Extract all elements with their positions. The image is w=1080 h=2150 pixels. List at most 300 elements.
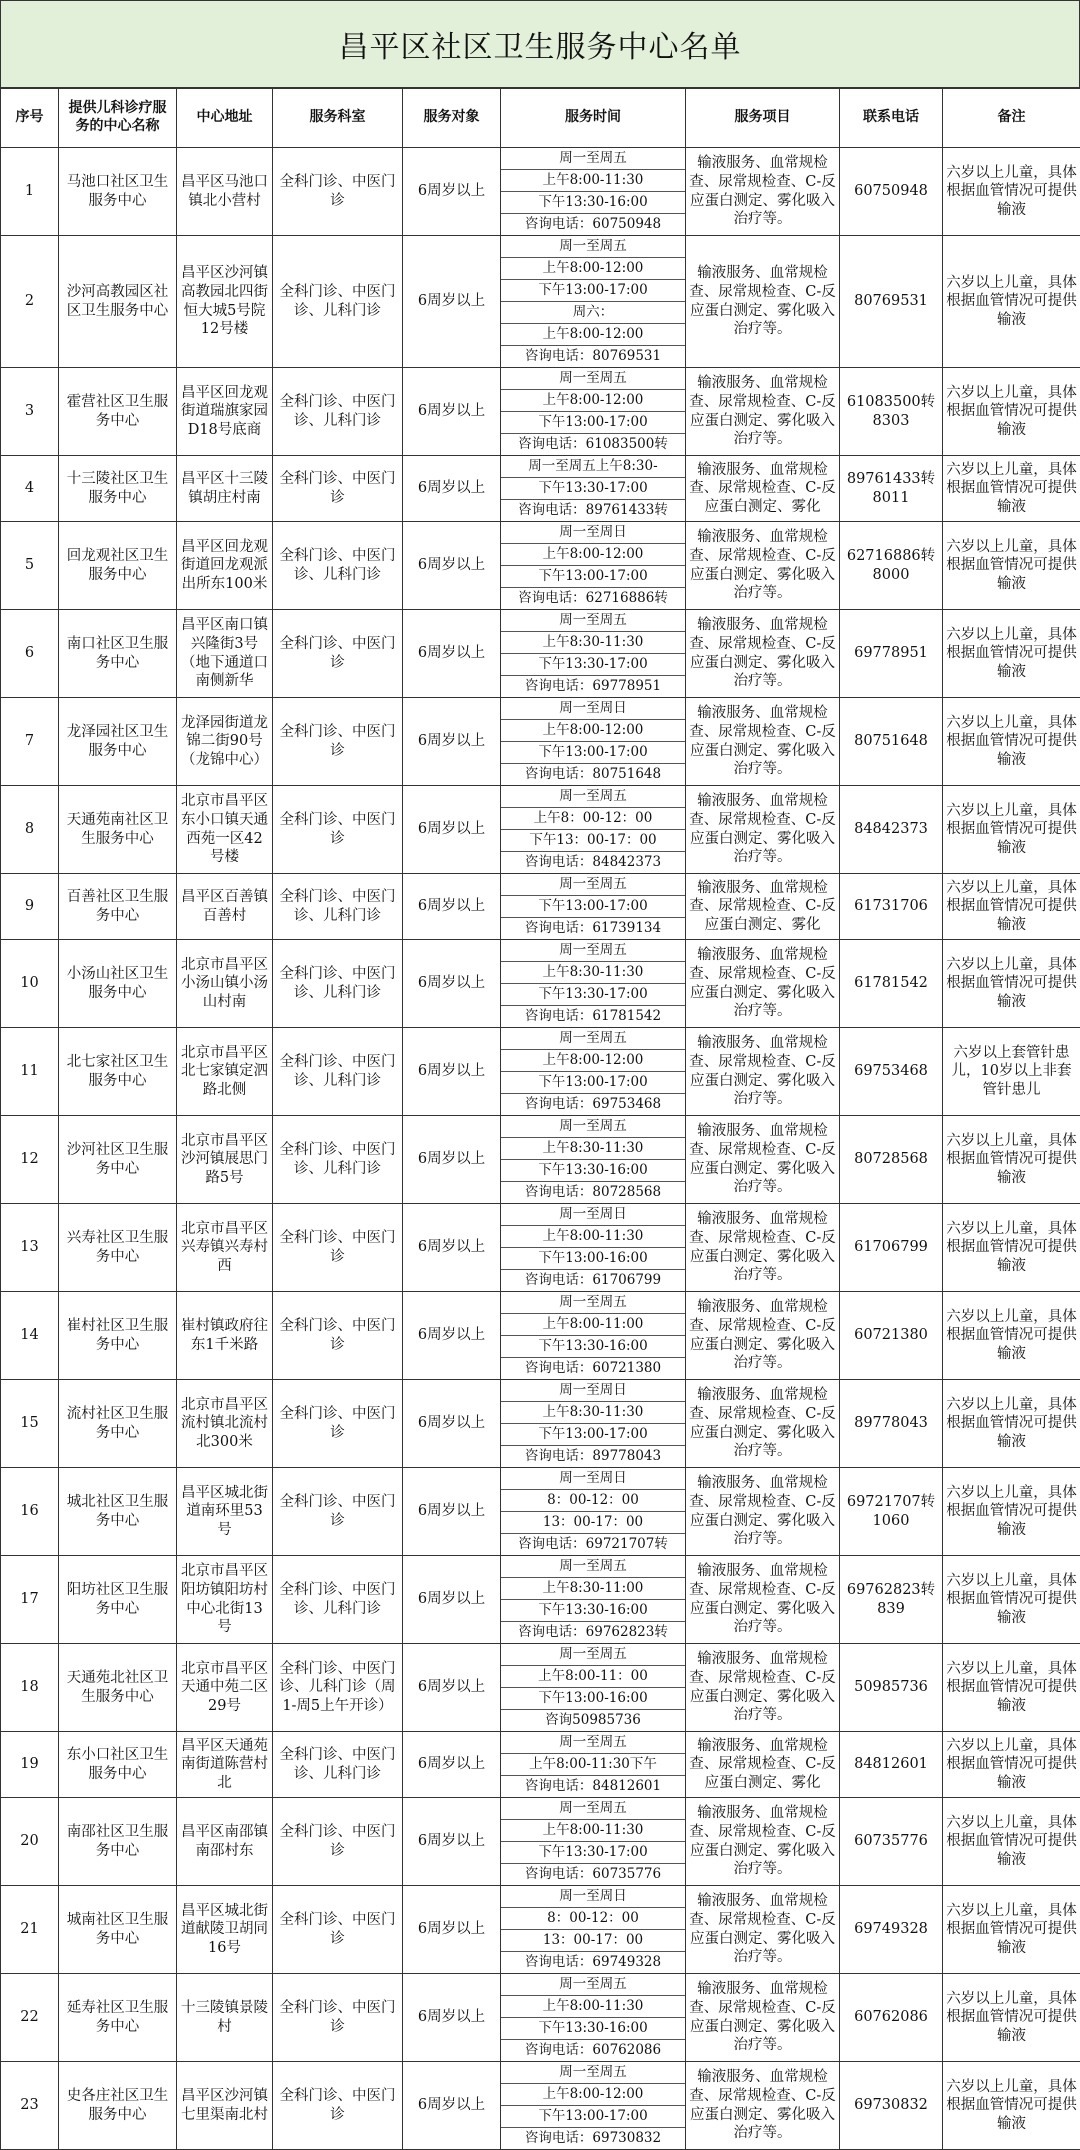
service-time-line: 周一至周五 <box>501 368 685 389</box>
service-time-line: 上午8:30-11:30 <box>501 1401 685 1423</box>
center-name: 北七家社区卫生服务中心 <box>59 1028 177 1116</box>
service-time <box>501 874 686 940</box>
service-dept: 全科门诊、中医门诊、儿科门诊 <box>273 1732 403 1798</box>
row-number: 9 <box>1 874 59 940</box>
service-time <box>501 1468 686 1556</box>
service-time-line: 咨询电话：69762823转 <box>501 1621 685 1643</box>
remark: 六岁以上儿童，具体根据血管情况可提供输液 <box>943 874 1080 940</box>
service-dept: 全科门诊、中医门诊 <box>273 1798 403 1886</box>
service-dept: 全科门诊、中医门诊、儿科门诊 <box>273 1028 403 1116</box>
service-time <box>501 1732 686 1798</box>
service-dept: 全科门诊、中医门诊 <box>273 610 403 698</box>
center-address: 龙泽园街道龙锦二街90号（龙锦中心） <box>177 698 273 786</box>
table-row <box>1 1974 1080 2062</box>
service-dept: 全科门诊、中医门诊、儿科门诊 <box>273 236 403 368</box>
service-dept: 全科门诊、中医门诊、儿科门诊 <box>273 1116 403 1204</box>
header-time: 服务时间 <box>501 89 686 148</box>
service-time-line: 下午13:30-16:00 <box>501 1159 685 1181</box>
remark: 六岁以上儿童，具体根据血管情况可提供输液 <box>943 698 1080 786</box>
service-time-line: 周一至周五 <box>501 1116 685 1137</box>
center-address: 昌平区南口镇兴隆街3号（地下通道口南侧新华 <box>177 610 273 698</box>
table-row <box>1 1204 1080 1292</box>
center-address: 北京市昌平区小汤山镇小汤山村南 <box>177 940 273 1028</box>
remark: 六岁以上儿童，具体根据血管情况可提供输液 <box>943 786 1080 874</box>
service-time-line: 上午8：00-12：00 <box>501 807 685 829</box>
remark: 六岁以上儿童，具体根据血管情况可提供输液 <box>943 368 1080 456</box>
center-address: 昌平区城北街道献陵卫胡同16号 <box>177 1886 273 1974</box>
contact-phone: 60735776 <box>840 1798 943 1886</box>
service-time-line: 周一至周五上午8:30- <box>501 456 685 477</box>
row-number: 18 <box>1 1644 59 1732</box>
header-no: 序号 <box>1 89 59 148</box>
row-number: 2 <box>1 236 59 368</box>
service-time-line: 下午13:00-17:00 <box>501 2105 685 2127</box>
center-name: 马池口社区卫生服务中心 <box>59 148 177 236</box>
center-address: 北京市昌平区东小口镇天通西苑一区42号楼 <box>177 786 273 874</box>
remark: 六岁以上儿童，具体根据血管情况可提供输液 <box>943 1556 1080 1644</box>
row-number: 16 <box>1 1468 59 1556</box>
table-row <box>1 786 1080 874</box>
center-name: 十三陵社区卫生服务中心 <box>59 456 177 522</box>
service-target: 6周岁以上 <box>403 368 501 456</box>
service-target: 6周岁以上 <box>403 148 501 236</box>
contact-phone: 80769531 <box>840 236 943 368</box>
service-time-line: 上午8:00-11:30 <box>501 1819 685 1841</box>
table-body <box>1 148 1080 2150</box>
service-time-line: 下午13:00-17:00 <box>501 411 685 433</box>
service-dept: 全科门诊、中医门诊 <box>273 1204 403 1292</box>
service-items: 输液服务、血常规检查、尿常规检查、C-反应蛋白测定、雾化吸入治疗等。 <box>686 368 840 456</box>
center-name: 史各庄社区卫生服务中心 <box>59 2062 177 2150</box>
service-time-line: 8：00-12：00 <box>501 1489 685 1511</box>
contact-phone: 69749328 <box>840 1886 943 1974</box>
service-dept: 全科门诊、中医门诊、儿科门诊 <box>273 940 403 1028</box>
service-time-line: 周一至周五 <box>501 236 685 257</box>
center-address: 十三陵镇景陵村 <box>177 1974 273 2062</box>
center-name: 东小口社区卫生服务中心 <box>59 1732 177 1798</box>
service-items: 输液服务、血常规检查、尿常规检查、C-反应蛋白测定、雾化吸入治疗等。 <box>686 1292 840 1380</box>
service-target: 6周岁以上 <box>403 1292 501 1380</box>
contact-phone: 69762823转839 <box>840 1556 943 1644</box>
service-time-line: 下午13:30-16:00 <box>501 2017 685 2039</box>
table-row <box>1 1468 1080 1556</box>
service-time-line: 下午13:00-17:00 <box>501 565 685 587</box>
service-dept: 全科门诊、中医门诊、儿科门诊 <box>273 522 403 610</box>
service-target: 6周岁以上 <box>403 1974 501 2062</box>
service-time-line: 咨询电话：61706799 <box>501 1269 685 1291</box>
table-row <box>1 456 1080 522</box>
remark: 六岁以上儿童，具体根据血管情况可提供输液 <box>943 148 1080 236</box>
remark: 六岁以上儿童，具体根据血管情况可提供输液 <box>943 1204 1080 1292</box>
center-name: 流村社区卫生服务中心 <box>59 1380 177 1468</box>
service-time-line: 咨询电话：61781542 <box>501 1005 685 1027</box>
service-time-line: 周一至周五 <box>501 1028 685 1049</box>
contact-phone: 62716886转8000 <box>840 522 943 610</box>
service-center-table <box>0 88 1080 2150</box>
remark: 六岁以上儿童，具体根据血管情况可提供输液 <box>943 522 1080 610</box>
center-address: 北京市昌平区北七家镇定泗路北侧 <box>177 1028 273 1116</box>
contact-phone: 61781542 <box>840 940 943 1028</box>
service-target: 6周岁以上 <box>403 940 501 1028</box>
row-number: 11 <box>1 1028 59 1116</box>
service-time <box>501 1380 686 1468</box>
service-time-line: 上午8:30-11:30 <box>501 961 685 983</box>
service-time-line: 下午13:30-16:00 <box>501 1335 685 1357</box>
center-address: 北京市昌平区流村镇北流村北300米 <box>177 1380 273 1468</box>
service-time <box>501 1644 686 1732</box>
center-name: 沙河社区卫生服务中心 <box>59 1116 177 1204</box>
center-name: 小汤山社区卫生服务中心 <box>59 940 177 1028</box>
center-address: 昌平区城北街道南环里53号 <box>177 1468 273 1556</box>
row-number: 3 <box>1 368 59 456</box>
service-items: 输液服务、血常规检查、尿常规检查、C-反应蛋白测定、雾化吸入治疗等。 <box>686 148 840 236</box>
contact-phone: 61731706 <box>840 874 943 940</box>
contact-phone: 61083500转8303 <box>840 368 943 456</box>
remark: 六岁以上儿童，具体根据血管情况可提供输液 <box>943 1974 1080 2062</box>
service-time <box>501 368 686 456</box>
service-time <box>501 2062 686 2150</box>
service-time-line: 周一至周五 <box>501 1292 685 1313</box>
service-time-line: 咨询50985736 <box>501 1709 685 1731</box>
service-target: 6周岁以上 <box>403 874 501 940</box>
contact-phone: 84842373 <box>840 786 943 874</box>
service-time-line: 周一至周日 <box>501 1380 685 1401</box>
row-number: 10 <box>1 940 59 1028</box>
center-address: 北京市昌平区阳坊镇阳坊村中心北街13号 <box>177 1556 273 1644</box>
table-row <box>1 148 1080 236</box>
contact-phone: 69753468 <box>840 1028 943 1116</box>
center-address: 昌平区马池口镇北小营村 <box>177 148 273 236</box>
service-dept: 全科门诊、中医门诊 <box>273 1886 403 1974</box>
service-time-line: 周一至周五 <box>501 1732 685 1753</box>
service-time-line: 周一至周日 <box>501 1468 685 1489</box>
service-time-line: 咨询电话：69730832 <box>501 2127 685 2149</box>
service-time-line: 咨询电话：60721380 <box>501 1357 685 1379</box>
service-time-line: 咨询电话：84842373 <box>501 851 685 873</box>
service-time-line: 下午13:30-17:00 <box>501 653 685 675</box>
service-time-line: 下午13:00-17:00 <box>501 1423 685 1445</box>
row-number: 14 <box>1 1292 59 1380</box>
contact-phone: 89761433转8011 <box>840 456 943 522</box>
service-time-line: 周一至周五 <box>501 1644 685 1665</box>
service-target: 6周岁以上 <box>403 610 501 698</box>
service-time-line: 周一至周日 <box>501 1204 685 1225</box>
center-name: 天通苑南社区卫生服务中心 <box>59 786 177 874</box>
table-row <box>1 1380 1080 1468</box>
remark: 六岁以上儿童，具体根据血管情况可提供输液 <box>943 1380 1080 1468</box>
header-address: 中心地址 <box>177 89 273 148</box>
contact-phone: 80751648 <box>840 698 943 786</box>
center-name: 兴寿社区卫生服务中心 <box>59 1204 177 1292</box>
service-time-line: 周一至周日 <box>501 522 685 543</box>
service-dept: 全科门诊、中医门诊 <box>273 786 403 874</box>
service-time-line: 咨询电话：69753468 <box>501 1093 685 1115</box>
center-address: 昌平区天通苑南街道陈营村北 <box>177 1732 273 1798</box>
service-dept: 全科门诊、中医门诊 <box>273 1468 403 1556</box>
service-time-line: 周一至周五 <box>501 1974 685 1995</box>
service-time-line: 周一至周五 <box>501 1798 685 1819</box>
service-time-line: 下午13:00-17:00 <box>501 895 685 917</box>
row-number: 19 <box>1 1732 59 1798</box>
service-time-line: 咨询电话：84812601 <box>501 1775 685 1797</box>
service-time <box>501 1886 686 1974</box>
remark: 六岁以上儿童，具体根据血管情况可提供输液 <box>943 2062 1080 2150</box>
contact-phone: 80728568 <box>840 1116 943 1204</box>
table-row <box>1 698 1080 786</box>
table-row <box>1 522 1080 610</box>
table-row <box>1 1292 1080 1380</box>
service-time-line: 上午8:00-11:30 <box>501 1225 685 1247</box>
service-items: 输液服务、血常规检查、尿常规检查、C-反应蛋白测定、雾化吸入治疗等。 <box>686 522 840 610</box>
table-row <box>1 1886 1080 1974</box>
service-time-line: 咨询电话：80728568 <box>501 1181 685 1203</box>
service-time <box>501 148 686 236</box>
service-time-line: 下午13:00-16:00 <box>501 1247 685 1269</box>
service-items: 输液服务、血常规检查、尿常规检查、C-反应蛋白测定、雾化吸入治疗等。 <box>686 1798 840 1886</box>
remark: 六岁以上儿童，具体根据血管情况可提供输液 <box>943 1292 1080 1380</box>
center-name: 沙河高教园区社区卫生服务中心 <box>59 236 177 368</box>
table-row <box>1 236 1080 368</box>
header-dept: 服务科室 <box>273 89 403 148</box>
header-name: 提供儿科诊疗服务的中心名称 <box>59 89 177 148</box>
service-items: 输液服务、血常规检查、尿常规检查、C-反应蛋白测定、雾化吸入治疗等。 <box>686 1556 840 1644</box>
remark: 六岁以上儿童，具体根据血管情况可提供输液 <box>943 1886 1080 1974</box>
service-time-line: 13：00-17：00 <box>501 1929 685 1951</box>
row-number: 21 <box>1 1886 59 1974</box>
remark: 六岁以上儿童，具体根据血管情况可提供输液 <box>943 1732 1080 1798</box>
service-dept: 全科门诊、中医门诊 <box>273 456 403 522</box>
header-phone: 联系电话 <box>840 89 943 148</box>
table-row <box>1 1116 1080 1204</box>
row-number: 7 <box>1 698 59 786</box>
service-time-line: 上午8:30-11:00 <box>501 1577 685 1599</box>
service-items: 输液服务、血常规检查、尿常规检查、C-反应蛋白测定、雾化吸入治疗等。 <box>686 236 840 368</box>
service-time-line: 上午8:30-11:30 <box>501 1137 685 1159</box>
contact-phone: 84812601 <box>840 1732 943 1798</box>
service-time <box>501 1974 686 2062</box>
center-name: 回龙观社区卫生服务中心 <box>59 522 177 610</box>
service-time-line: 咨询电话：80769531 <box>501 345 685 367</box>
service-time-line: 咨询电话：61083500转 <box>501 433 685 455</box>
header-target: 服务对象 <box>403 89 501 148</box>
service-items: 输液服务、血常规检查、尿常规检查、C-反应蛋白测定、雾化吸入治疗等。 <box>686 786 840 874</box>
service-dept: 全科门诊、中医门诊 <box>273 148 403 236</box>
service-time-line: 上午8:00-12:00 <box>501 389 685 411</box>
service-time <box>501 456 686 522</box>
header-note: 备注 <box>943 89 1080 148</box>
center-address: 昌平区百善镇百善村 <box>177 874 273 940</box>
service-time-line: 上午8:00-11：00 <box>501 1665 685 1687</box>
center-name: 城北社区卫生服务中心 <box>59 1468 177 1556</box>
remark: 六岁以上儿童，具体根据血管情况可提供输液 <box>943 1468 1080 1556</box>
service-time-line: 咨询电话：62716886转 <box>501 587 685 609</box>
table-row <box>1 1028 1080 1116</box>
center-address: 昌平区回龙观街道瑞旗家园D18号底商 <box>177 368 273 456</box>
service-time <box>501 1556 686 1644</box>
service-target: 6周岁以上 <box>403 1644 501 1732</box>
service-time-line: 上午8:00-11:00 <box>501 1313 685 1335</box>
row-number: 23 <box>1 2062 59 2150</box>
service-dept: 全科门诊、中医门诊、儿科门诊 <box>273 1556 403 1644</box>
service-time-line: 上午8:00-11:30下午 <box>501 1753 685 1775</box>
service-items: 输液服务、血常规检查、尿常规检查、C-反应蛋白测定、雾化吸入治疗等。 <box>686 2062 840 2150</box>
service-time-line: 下午13:30-16:00 <box>501 1599 685 1621</box>
remark: 六岁以上儿童，具体根据血管情况可提供输液 <box>943 1116 1080 1204</box>
service-target: 6周岁以上 <box>403 2062 501 2150</box>
service-time-line: 咨询电话：80751648 <box>501 763 685 785</box>
service-target: 6周岁以上 <box>403 1204 501 1292</box>
center-name: 阳坊社区卫生服务中心 <box>59 1556 177 1644</box>
contact-phone: 60721380 <box>840 1292 943 1380</box>
service-time-line: 周一至周五 <box>501 940 685 961</box>
remark: 六岁以上套管针患儿，10岁以上非套管针患儿 <box>943 1028 1080 1116</box>
service-time-line: 周一至周五 <box>501 148 685 169</box>
center-name: 南口社区卫生服务中心 <box>59 610 177 698</box>
service-items: 输液服务、血常规检查、尿常规检查、C-反应蛋白测定、雾化吸入治疗等。 <box>686 698 840 786</box>
remark: 六岁以上儿童，具体根据血管情况可提供输液 <box>943 940 1080 1028</box>
service-time-line: 周一至周日 <box>501 698 685 719</box>
service-time-line: 13：00-17：00 <box>501 1511 685 1533</box>
center-address: 昌平区南邵镇南邵村东 <box>177 1798 273 1886</box>
service-dept: 全科门诊、中医门诊 <box>273 1292 403 1380</box>
service-dept: 全科门诊、中医门诊 <box>273 698 403 786</box>
center-name: 百善社区卫生服务中心 <box>59 874 177 940</box>
contact-phone: 61706799 <box>840 1204 943 1292</box>
service-items: 输液服务、血常规检查、尿常规检查、C-反应蛋白测定、雾化吸入治疗等。 <box>686 1116 840 1204</box>
service-time-line: 周一至周日 <box>501 1886 685 1907</box>
row-number: 4 <box>1 456 59 522</box>
row-number: 15 <box>1 1380 59 1468</box>
service-time-line: 周一至周五 <box>501 786 685 807</box>
service-time-line: 咨询电话：89778043 <box>501 1445 685 1467</box>
row-number: 1 <box>1 148 59 236</box>
contact-phone: 50985736 <box>840 1644 943 1732</box>
service-time-line: 上午8:00-12:00 <box>501 719 685 741</box>
service-items: 输液服务、血常规检查、尿常规检查、C-反应蛋白测定、雾化吸入治疗等。 <box>686 610 840 698</box>
service-time <box>501 786 686 874</box>
row-number: 12 <box>1 1116 59 1204</box>
service-time-line: 咨询电话：69721707转 <box>501 1533 685 1555</box>
service-target: 6周岁以上 <box>403 1798 501 1886</box>
service-time-line: 下午13:30-17:00 <box>501 1841 685 1863</box>
service-time-line: 上午8:00-12:00 <box>501 257 685 279</box>
service-items: 输液服务、血常规检查、尿常规检查、C-反应蛋白测定、雾化 <box>686 456 840 522</box>
center-address: 北京市昌平区天通中苑二区29号 <box>177 1644 273 1732</box>
table-row <box>1 2062 1080 2150</box>
header-service: 服务项目 <box>686 89 840 148</box>
table-row <box>1 368 1080 456</box>
center-address: 崔村镇政府往东1千米路 <box>177 1292 273 1380</box>
service-time-line: 下午13:30-17:00 <box>501 983 685 1005</box>
center-address: 昌平区十三陵镇胡庄村南 <box>177 456 273 522</box>
service-items: 输液服务、血常规检查、尿常规检查、C-反应蛋白测定、雾化吸入治疗等。 <box>686 1644 840 1732</box>
row-number: 20 <box>1 1798 59 1886</box>
service-time-line: 下午13:00-17:00 <box>501 741 685 763</box>
service-time-line: 下午13:00-16:00 <box>501 1687 685 1709</box>
remark: 六岁以上儿童，具体根据血管情况可提供输液 <box>943 1644 1080 1732</box>
contact-phone: 89778043 <box>840 1380 943 1468</box>
service-target: 6周岁以上 <box>403 1732 501 1798</box>
service-time-line: 咨询电话：69778951 <box>501 675 685 697</box>
service-time <box>501 236 686 368</box>
service-time <box>501 698 686 786</box>
center-address: 昌平区沙河镇高教园北四街恒大城5号院12号楼 <box>177 236 273 368</box>
service-target: 6周岁以上 <box>403 1116 501 1204</box>
table-row <box>1 1732 1080 1798</box>
service-time-line: 周六： <box>501 301 685 323</box>
service-time-line: 咨询电话：60735776 <box>501 1863 685 1885</box>
page-title: 昌平区社区卫生服务中心名单 <box>0 0 1080 88</box>
service-target: 6周岁以上 <box>403 786 501 874</box>
service-target: 6周岁以上 <box>403 1556 501 1644</box>
service-time-line: 咨询电话：60750948 <box>501 213 685 235</box>
service-target: 6周岁以上 <box>403 1468 501 1556</box>
row-number: 5 <box>1 522 59 610</box>
table-row <box>1 940 1080 1028</box>
center-address: 北京市昌平区兴寿镇兴寿村西 <box>177 1204 273 1292</box>
table-row <box>1 874 1080 940</box>
center-name: 南邵社区卫生服务中心 <box>59 1798 177 1886</box>
service-items: 输液服务、血常规检查、尿常规检查、C-反应蛋白测定、雾化 <box>686 874 840 940</box>
contact-phone: 69730832 <box>840 2062 943 2150</box>
service-target: 6周岁以上 <box>403 1886 501 1974</box>
center-address: 昌平区沙河镇七里渠南北村 <box>177 2062 273 2150</box>
contact-phone: 60750948 <box>840 148 943 236</box>
service-time-line: 上午8:30-11:30 <box>501 631 685 653</box>
row-number: 6 <box>1 610 59 698</box>
service-dept: 全科门诊、中医门诊、儿科门诊 <box>273 874 403 940</box>
contact-phone: 69778951 <box>840 610 943 698</box>
table-row <box>1 1644 1080 1732</box>
service-time <box>501 1116 686 1204</box>
service-dept: 全科门诊、中医门诊 <box>273 1974 403 2062</box>
service-target: 6周岁以上 <box>403 456 501 522</box>
service-time-line: 咨询电话：61739134 <box>501 917 685 939</box>
table-row <box>1 1798 1080 1886</box>
service-time-line: 下午13:30-16:00 <box>501 191 685 213</box>
contact-phone: 69721707转1060 <box>840 1468 943 1556</box>
service-time-line: 周一至周五 <box>501 874 685 895</box>
service-items: 输液服务、血常规检查、尿常规检查、C-反应蛋白测定、雾化吸入治疗等。 <box>686 1204 840 1292</box>
remark: 六岁以上儿童，具体根据血管情况可提供输液 <box>943 456 1080 522</box>
service-time-line: 上午8:00-12:00 <box>501 543 685 565</box>
service-target: 6周岁以上 <box>403 1380 501 1468</box>
service-time-line: 上午8:00-11:30 <box>501 169 685 191</box>
service-items: 输液服务、血常规检查、尿常规检查、C-反应蛋白测定、雾化吸入治疗等。 <box>686 1974 840 2062</box>
service-time-line: 上午8:00-12:00 <box>501 323 685 345</box>
row-number: 22 <box>1 1974 59 2062</box>
service-time-line: 咨询电话：60762086 <box>501 2039 685 2061</box>
service-time <box>501 610 686 698</box>
service-time-line: 下午13:30-17:00 <box>501 477 685 499</box>
center-name: 天通苑北社区卫生服务中心 <box>59 1644 177 1732</box>
center-name: 城南社区卫生服务中心 <box>59 1886 177 1974</box>
center-address: 北京市昌平区沙河镇展思门路5号 <box>177 1116 273 1204</box>
center-name: 崔村社区卫生服务中心 <box>59 1292 177 1380</box>
service-time-line: 咨询电话：89761433转 <box>501 499 685 521</box>
service-time-line: 周一至周五 <box>501 1556 685 1577</box>
service-time-line: 下午13：00-17：00 <box>501 829 685 851</box>
service-time-line: 下午13:00-17:00 <box>501 279 685 301</box>
service-items: 输液服务、血常规检查、尿常规检查、C-反应蛋白测定、雾化吸入治疗等。 <box>686 1468 840 1556</box>
remark: 六岁以上儿童，具体根据血管情况可提供输液 <box>943 610 1080 698</box>
remark: 六岁以上儿童，具体根据血管情况可提供输液 <box>943 1798 1080 1886</box>
service-target: 6周岁以上 <box>403 236 501 368</box>
service-items: 输液服务、血常规检查、尿常规检查、C-反应蛋白测定、雾化吸入治疗等。 <box>686 940 840 1028</box>
service-time <box>501 1292 686 1380</box>
service-time-line: 咨询电话：69749328 <box>501 1951 685 1973</box>
service-items: 输液服务、血常规检查、尿常规检查、C-反应蛋白测定、雾化吸入治疗等。 <box>686 1380 840 1468</box>
